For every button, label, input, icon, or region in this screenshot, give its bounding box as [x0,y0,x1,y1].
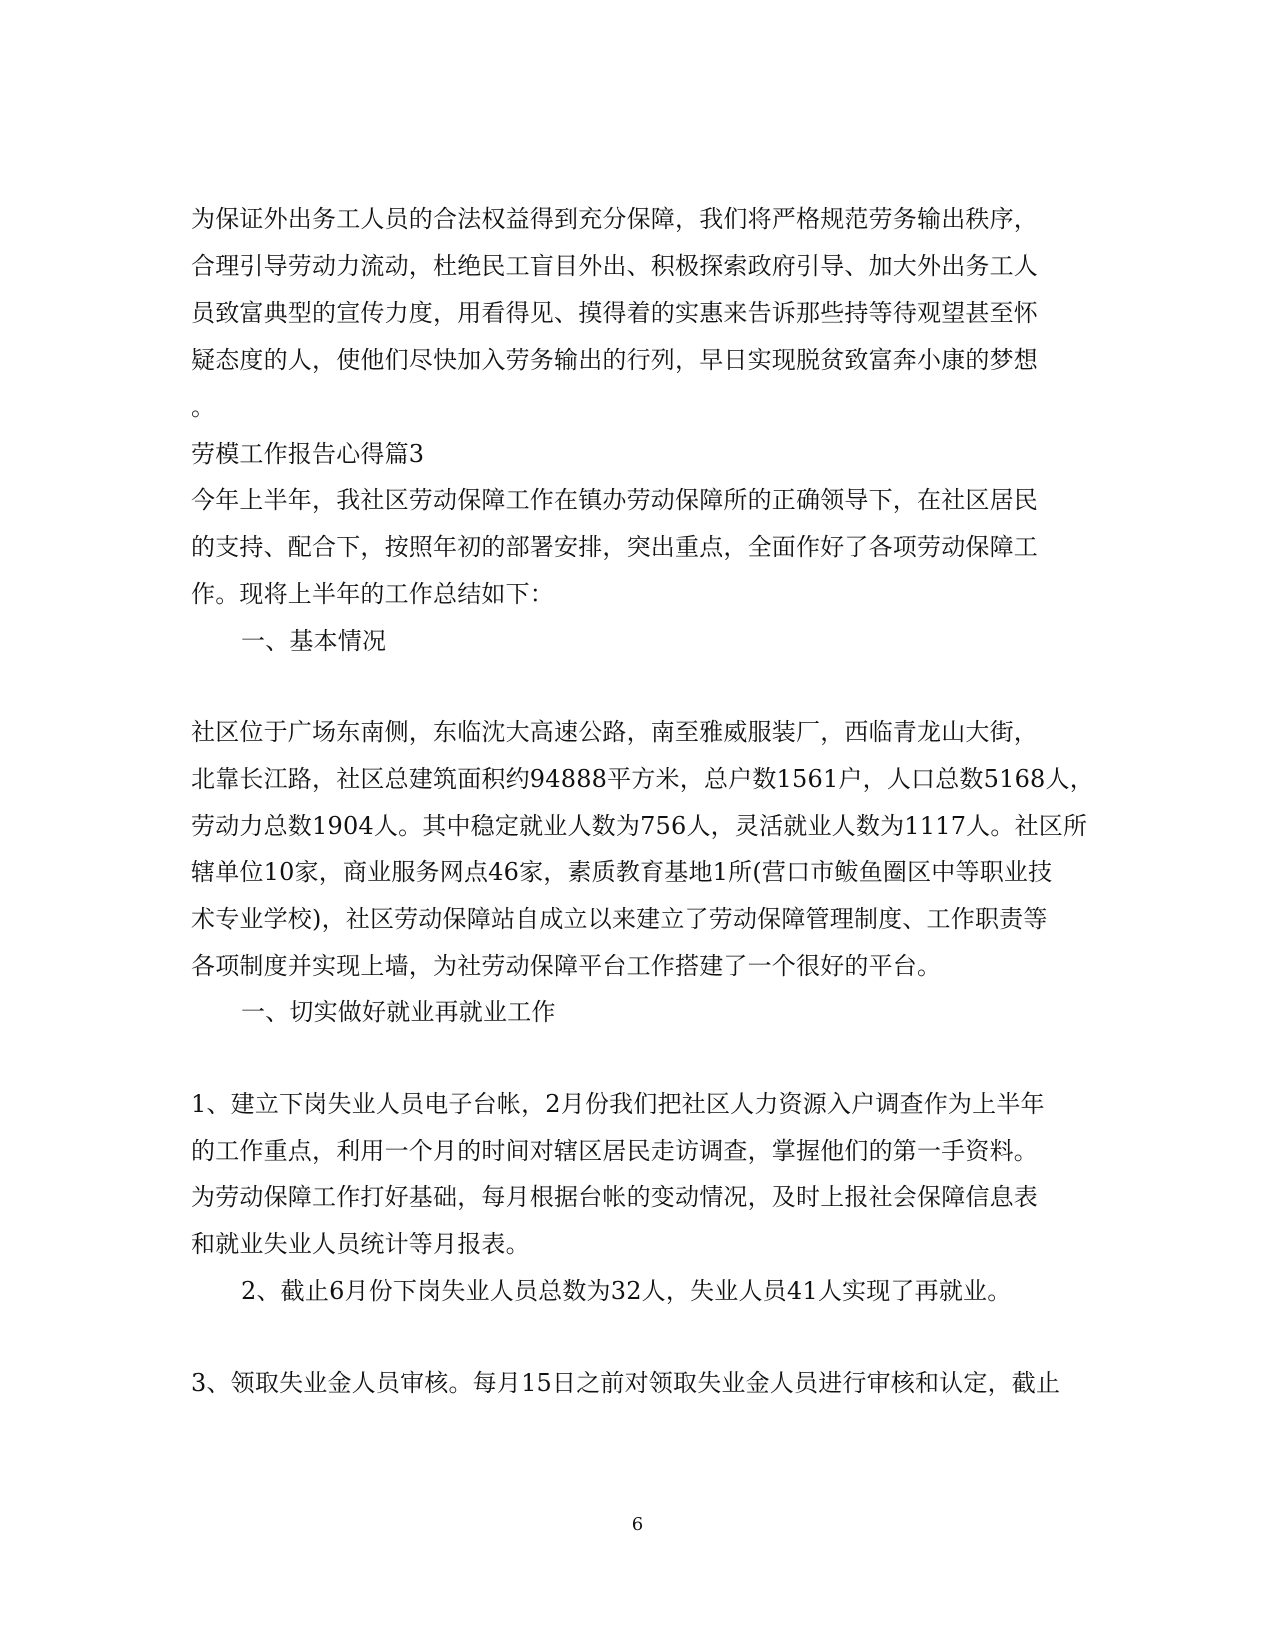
body-text-line: 劳动力总数1904人。其中稳定就业人数为756人，灵活就业人数为1117人。社区所 [191,812,1088,840]
body-text-line: 社区位于广场东南侧，东临沈大高速公路，南至雅威服装厂，西临青龙山大街， [191,718,1038,746]
body-text-line: 员致富典型的宣传力度，用看得见、摸得着的实惠来告诉那些持等待观望甚至怀 [191,299,1038,327]
body-text-line: 3、领取失业金人员审核。每月15日之前对领取失业金人员进行审核和认定，截止 [191,1369,1061,1397]
body-text-line: 各项制度并实现上墙，为社劳动保障平台工作搭建了一个很好的平台。 [191,952,942,980]
body-text-line: 今年上半年，我社区劳动保障工作在镇办劳动保障所的正确领导下，在社区居民 [191,486,1038,514]
body-text-line: 。 [191,393,216,421]
body-text-line: 合理引导劳动力流动，杜绝民工盲目外出、积极探索政府引导、加大外出务工人 [191,252,1038,280]
body-text-line: 为保证外出务工人员的合法权益得到充分保障，我们将严格规范劳务输出秩序， [191,205,1038,233]
body-text-line: 1、建立下岗失业人员电子台帐，2月份我们把社区人力资源入户调查作为上半年 [191,1090,1045,1118]
body-text-line: 为劳动保障工作打好基础，每月根据台帐的变动情况，及时上报社会保障信息表 [191,1183,1038,1211]
section-heading: 一、切实做好就业再就业工作 [241,998,556,1026]
section-heading: 一、基本情况 [241,627,387,655]
body-text-line: 辖单位10家，商业服务网点46家，素质教育基地1所(营口市鲅鱼圈区中等职业技 [191,858,1053,886]
page-number: 6 [631,1514,644,1535]
body-text-line: 作。现将上半年的工作总结如下： [191,580,554,608]
section-title: 劳模工作报告心得篇3 [191,440,425,468]
body-text-line: 2、截止6月份下岗失业人员总数为32人，失业人员41人实现了再就业。 [241,1277,1012,1305]
body-text-line: 的工作重点，利用一个月的时间对辖区居民走访调查，掌握他们的第一手资料。 [191,1137,1038,1165]
body-text-line: 北靠长江路，社区总建筑面积约94888平方米，总户数1561户，人口总数5168人， [191,765,1094,793]
body-text-line: 的支持、配合下，按照年初的部署安排，突出重点，全面作好了各项劳动保障工 [191,533,1038,561]
body-text-line: 疑态度的人，使他们尽快加入劳务输出的行列，早日实现脱贫致富奔小康的梦想 [191,346,1038,374]
body-text-line: 和就业失业人员统计等月报表。 [191,1230,530,1258]
body-text-line: 术专业学校)，社区劳动保障站自成立以来建立了劳动保障管理制度、工作职责等 [191,905,1048,933]
